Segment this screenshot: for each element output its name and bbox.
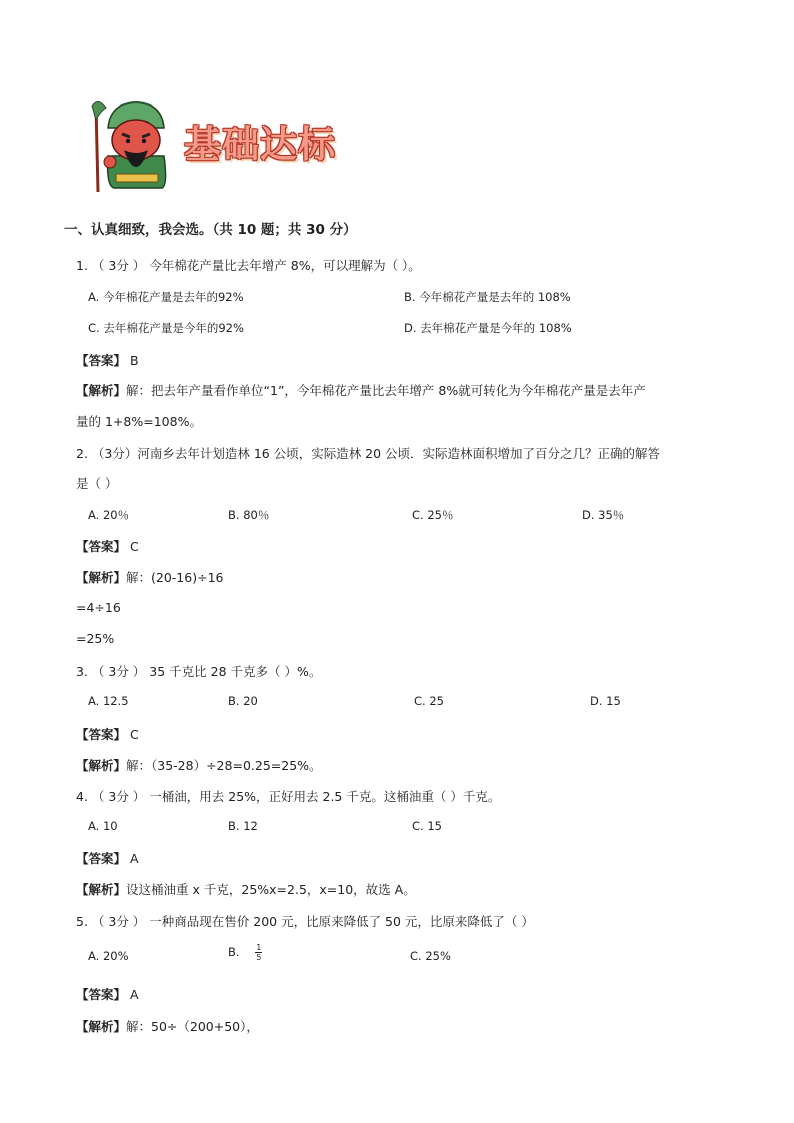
- question-3-analysis-line-1: [76, 756, 322, 774]
- question-4-analysis-line-1: [76, 880, 416, 898]
- question-4-option-b[interactable]: B. 12: [228, 819, 258, 833]
- question-4-option-a[interactable]: A. 10: [88, 819, 118, 833]
- answer-label: 【答案】: [76, 727, 127, 742]
- analysis-text: 设这桶油重 x 千克，25%x=2.5，x=10，故选 A。: [126, 882, 416, 897]
- answer-label: 【答案】: [76, 851, 127, 866]
- question-5-analysis-line-1: [76, 1017, 259, 1035]
- analysis-text: 解：50÷（200+50），: [126, 1019, 259, 1034]
- question-1-option-c[interactable]: C. 去年棉花产量是今年的92%: [88, 321, 244, 335]
- answer-value: C: [130, 539, 139, 554]
- analysis-label: 【解析】: [76, 1019, 127, 1034]
- analysis-text: 解：（35-28）÷28=0.25=25%。: [126, 758, 322, 773]
- question-2-stem-line-1: 2. （3分）河南乡去年计划造林 16 公顷，实际造林 20 公顷．实际造林面积增加了百分之几？正确的解答: [76, 446, 661, 461]
- fraction-numerator: 1: [256, 943, 262, 952]
- answer-value: A: [130, 987, 139, 1002]
- analysis-label: 【解析】: [76, 882, 127, 897]
- question-1-analysis-line-1: [76, 381, 646, 399]
- question-1-option-a[interactable]: A. 今年棉花产量是去年的92%: [88, 290, 244, 304]
- answer-label: 【答案】: [76, 539, 127, 554]
- question-2-stem-line-2: 是（ ）: [76, 476, 118, 491]
- question-4-stem: 4. （ 3分 ） 一桶油，用去 25%，正好用去 2.5 千克。这桶油重（ ）千克。: [76, 789, 501, 804]
- question-4-answer: [76, 849, 139, 867]
- question-2-answer: [76, 537, 139, 555]
- question-4-option-c[interactable]: C. 15: [412, 819, 442, 833]
- question-3-option-c[interactable]: C. 25: [414, 694, 444, 708]
- question-3-stem: 3. （ 3分 ） 35 千克比 28 千克多（ ）%。: [76, 664, 322, 679]
- question-2-analysis-line-3: =25%: [76, 631, 115, 646]
- question-3-option-d[interactable]: D. 15: [590, 694, 621, 708]
- section-title: 一、认真细致，我会选。（共 10 题；共 30 分）: [64, 222, 357, 238]
- question-3-answer: [76, 725, 139, 743]
- analysis-label: 【解析】: [76, 570, 127, 585]
- question-5-option-a[interactable]: A. 20%: [88, 949, 129, 963]
- question-1-stem: 1. （ 3分 ） 今年棉花产量比去年增产 8%，可以理解为（ ）。: [76, 258, 421, 273]
- answer-label: 【答案】: [76, 353, 127, 368]
- fraction: [255, 943, 262, 962]
- question-2-option-d[interactable]: D. 35％: [582, 508, 625, 522]
- analysis-label: 【解析】: [76, 383, 127, 398]
- analysis-text: 解：把去年产量看作单位“1”，今年棉花产量比去年增产 8%就可转化为今年棉花产量是去年产: [126, 383, 646, 398]
- question-5-stem: 5. （ 3分 ） 一种商品现在售价 200 元，比原来降低了 50 元，比原来降低了（ ）: [76, 914, 534, 929]
- question-1-option-d[interactable]: D. 去年棉花产量是今年的 108%: [404, 321, 572, 335]
- question-3-option-b[interactable]: B. 20: [228, 694, 258, 708]
- question-1-answer: [76, 351, 139, 369]
- question-2-option-b[interactable]: B. 80％: [228, 508, 270, 522]
- question-5-answer: [76, 985, 139, 1003]
- question-5-option-b[interactable]: [228, 943, 262, 962]
- analysis-text: 解：(20-16)÷16: [126, 570, 224, 585]
- answer-value: A: [130, 851, 139, 866]
- guan-yu-mascot-icon: [84, 96, 184, 196]
- banner-title: 基础达标: [184, 123, 336, 166]
- question-3-option-a[interactable]: A. 12.5: [88, 694, 129, 708]
- question-2-option-c[interactable]: C. 25％: [412, 508, 454, 522]
- fraction-denominator: 5: [256, 953, 262, 962]
- question-2-analysis-line-2: =4÷16: [76, 600, 121, 615]
- answer-value: B: [130, 353, 139, 368]
- question-5-option-c[interactable]: C. 25%: [410, 949, 451, 963]
- question-1-analysis-line-2: 量的 1+8%=108%。: [76, 414, 202, 429]
- answer-label: 【答案】: [76, 987, 127, 1002]
- analysis-label: 【解析】: [76, 758, 127, 773]
- question-1-option-b[interactable]: B. 今年棉花产量是去年的 108%: [404, 290, 571, 304]
- question-2-analysis-line-1: [76, 568, 223, 586]
- option-b-prefix: B.: [228, 945, 240, 959]
- question-2-option-a[interactable]: A. 20％: [88, 508, 130, 522]
- answer-value: C: [130, 727, 139, 742]
- section-banner: [84, 96, 384, 196]
